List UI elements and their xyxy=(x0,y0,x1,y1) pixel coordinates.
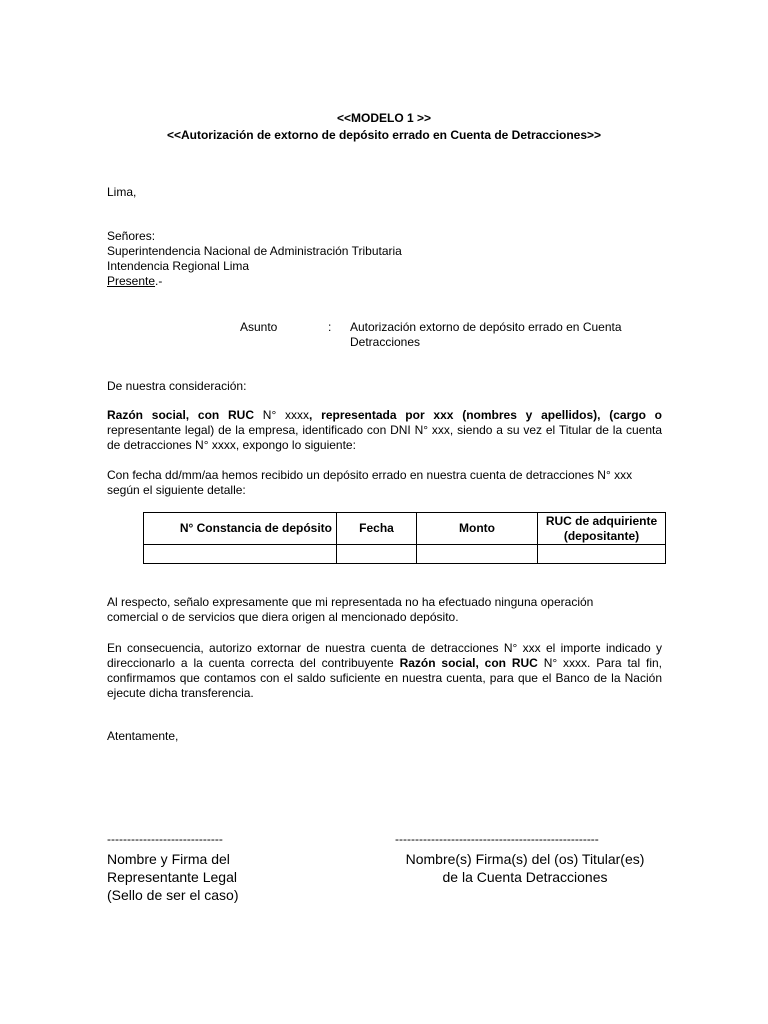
header-fecha: Fecha xyxy=(337,513,417,545)
signature-right xyxy=(385,850,665,886)
header-monto: Monto xyxy=(417,513,538,545)
header-ruc: RUC de adquiriente (depositante) xyxy=(538,513,666,545)
cell-fecha xyxy=(337,545,417,564)
deposit-table xyxy=(143,512,666,564)
ruc-number: N° xxxx xyxy=(254,408,310,422)
signature-left-line-1: Nombre y Firma del xyxy=(107,851,230,867)
intro-rest: representante legal) de la empresa, identificado con DNI N° xxx, siendo a su vez el Titular de la cuenta de detracciones N° xxxx, expongo lo siguiente: xyxy=(107,423,662,452)
signature-left xyxy=(107,850,239,904)
authorization-part-1: En consecuencia, autorizo extornar de nuestra cuenta de detracciones N° xxx el importe indicado y direccionarlo a la cuenta correcta del contribuyente xyxy=(107,641,662,670)
authorization-part-2: N° xxxx. Para tal fin, confirmamos que contamos con el saldo suficiente en nuestra cuenta, para que el Banco de la Nación ejecute dicha transferencia. xyxy=(107,656,663,700)
presente-text: Presente xyxy=(107,274,156,288)
header-constancia: N° Constancia de depósito xyxy=(144,513,337,545)
closing: Atentamente, xyxy=(107,729,179,743)
document-title: <<Autorización de extorno de depósito errado en Cuenta de Detracciones>> xyxy=(166,128,602,142)
signature-left-line-3: (Sello de ser el caso) xyxy=(107,887,239,903)
recipient-line-2: Intendencia Regional Lima xyxy=(107,259,250,273)
paragraph-deposit: Con fecha dd/mm/aa hemos recibido un depósito errado en nuestra cuenta de detracciones N° xxx según el siguiente detalle: xyxy=(107,468,633,497)
cell-ruc xyxy=(538,545,666,564)
salutation: Señores: xyxy=(107,229,156,243)
signature-right-line-1: Nombre(s) Firma(s) del (os) Titular(es) xyxy=(405,851,645,867)
greeting: De nuestra consideración: xyxy=(107,379,247,393)
model-heading: <<MODELO 1 >> xyxy=(336,111,432,125)
subject-label: Asunto xyxy=(240,320,278,334)
cell-monto xyxy=(417,545,538,564)
signature-right-line-2: de la Cuenta Detracciones xyxy=(442,869,608,885)
presente-suffix: .- xyxy=(155,274,163,288)
representative-bold: , representada por xxx (nombres y apellidos), (cargo o xyxy=(309,408,663,422)
subject-text: Autorización extorno de depósito errado en Cuenta Detracciones xyxy=(350,320,622,349)
paragraph-intro xyxy=(107,408,662,453)
recipient-block xyxy=(107,229,667,289)
signature-left-dashes: ----------------------------- xyxy=(107,832,223,846)
document-header xyxy=(0,110,768,143)
authorization-company-bold: Razón social, con RUC xyxy=(399,656,538,670)
signature-right-dashes: --------------------------------------------------- xyxy=(395,832,599,846)
presente-line xyxy=(107,274,667,289)
place-line: Lima, xyxy=(107,185,137,199)
table-row xyxy=(144,545,666,564)
paragraph-statement: Al respecto, señalo expresamente que mi representada no ha efectuado ninguna operación comercial o de servicios que diera origen al mencionado depósito. xyxy=(107,595,594,624)
paragraph-authorization xyxy=(107,641,662,701)
table-header-row xyxy=(144,513,666,545)
company-name-bold: Razón social, con RUC xyxy=(107,408,255,422)
signature-left-line-2: Representante Legal xyxy=(107,869,237,885)
recipient-line-1: Superintendencia Nacional de Administración Tributaria xyxy=(107,244,402,258)
subject-colon: : xyxy=(328,320,332,334)
cell-constancia xyxy=(144,545,337,564)
